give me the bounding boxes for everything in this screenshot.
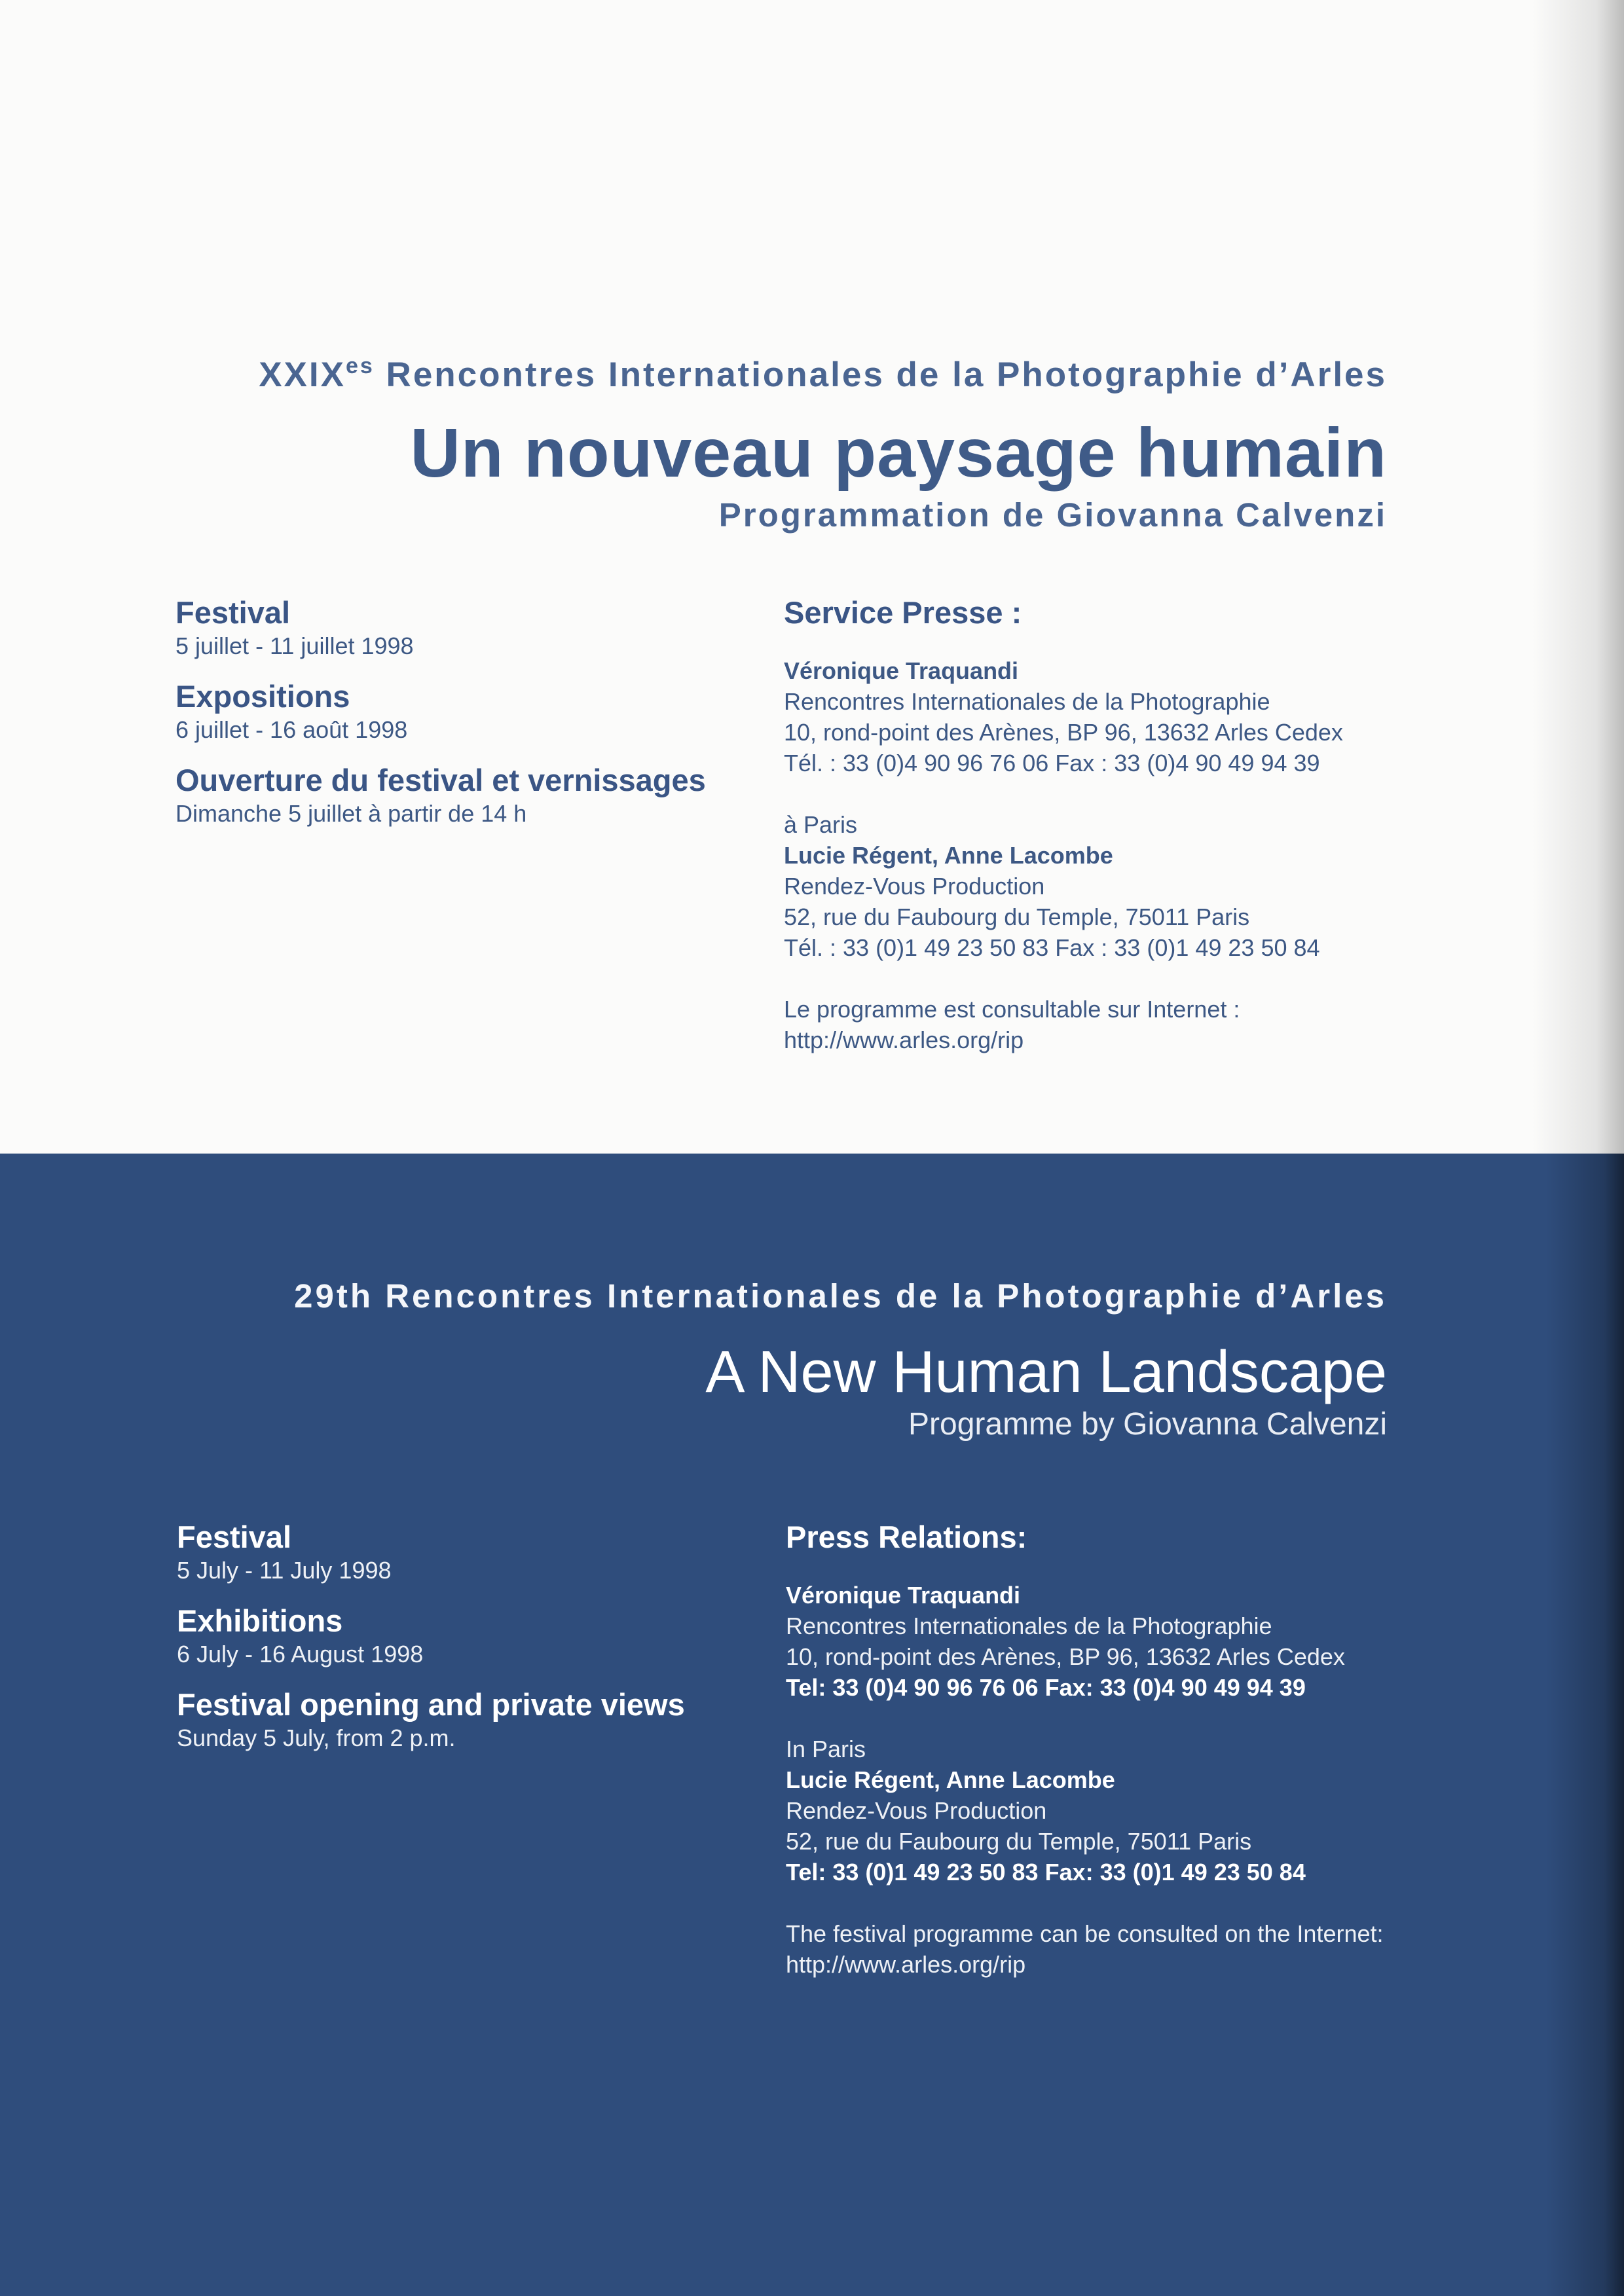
english-programme: Programme by Giovanna Calvenzi [908,1407,1387,1442]
french-opening-text: Dimanche 5 juillet à partir de 14 h [175,800,527,827]
french-expositions-dates: 6 juillet - 16 août 1998 [175,716,408,743]
english-exhibitions-dates: 6 July - 16 August 1998 [177,1641,424,1667]
english-supertitle: 29th Rencontres Internationales de la Photographie d’Arles [294,1277,1387,1315]
french-opening-heading: Ouverture du festival et vernissages [175,763,706,797]
french-supertitle [259,354,1387,395]
english-right-column [786,1519,1384,1980]
french-supertitle-text: Rencontres Internationales de la Photographie d’Arles [374,355,1387,394]
french-paris-label: à Paris [784,811,858,838]
french-contact1-name: Véronique Traquandi [784,657,1019,684]
english-festival-heading: Festival [177,1520,292,1554]
french-supertitle-roman: XXIX [259,355,346,394]
english-press-heading: Press Relations: [786,1520,1027,1554]
english-contact1-phone: Tel: 33 (0)4 90 96 76 06 Fax: 33 (0)4 90 49 94 39 [786,1674,1306,1701]
english-paris-label: In Paris [786,1736,866,1762]
english-contact1-name: Véronique Traquandi [786,1582,1021,1609]
french-left-column [175,594,706,829]
french-programme: Programmation de Giovanna Calvenzi [718,496,1387,534]
french-supertitle-superscript: es [345,354,375,378]
french-contact1-address: 10, rond-point des Arènes, BP 96, 13632 Arles Cedex [784,719,1343,746]
french-expositions-heading: Expositions [175,679,350,714]
french-contact2-phone: Tél. : 33 (0)1 49 23 50 83 Fax : 33 (0)1 49 23 50 84 [784,934,1320,961]
english-left-column [177,1519,685,1753]
english-contact1-address: 10, rond-point des Arènes, BP 96, 13632 Arles Cedex [786,1643,1345,1670]
english-festival-dates: 5 July - 11 July 1998 [177,1557,392,1584]
french-web-url: http://www.arles.org/rip [784,1027,1024,1053]
english-web-text: The festival programme can be consulted on the Internet: [786,1920,1384,1947]
english-opening-heading: Festival opening and private views [177,1687,685,1722]
page-edge-shadow-dark [1545,1154,1624,2296]
english-contact2-org: Rendez-Vous Production [786,1797,1047,1824]
french-contact2-org: Rendez-Vous Production [784,873,1045,900]
french-contact1-org: Rencontres Internationales de la Photographie [784,688,1270,715]
english-exhibitions-heading: Exhibitions [177,1603,343,1638]
page-edge-shadow [1532,0,1624,1154]
english-opening-text: Sunday 5 July, from 2 p.m. [177,1724,456,1751]
english-contact1-org: Rencontres Internationales de la Photographie [786,1613,1272,1639]
english-contact2-name: Lucie Régent, Anne Lacombe [786,1766,1115,1793]
french-press-heading: Service Presse : [784,595,1022,630]
english-contact2-phone: Tel: 33 (0)1 49 23 50 83 Fax: 33 (0)1 49 23 50 84 [786,1859,1306,1886]
french-contact2-address: 52, rue du Faubourg du Temple, 75011 Paris [784,903,1250,930]
french-web-text: Le programme est consultable sur Internet : [784,996,1240,1023]
french-contact1-phone: Tél. : 33 (0)4 90 96 76 06 Fax : 33 (0)4 90 49 94 39 [784,750,1320,776]
french-festival-dates: 5 juillet - 11 juillet 1998 [175,632,414,659]
english-contact2-address: 52, rue du Faubourg du Temple, 75011 Paris [786,1828,1252,1855]
french-right-column [784,594,1343,1055]
english-title: A New Human Landscape [705,1339,1387,1405]
french-festival-heading: Festival [175,595,291,630]
french-title: Un nouveau paysage humain [410,414,1387,492]
english-web-url: http://www.arles.org/rip [786,1951,1026,1978]
french-contact2-name: Lucie Régent, Anne Lacombe [784,842,1113,869]
